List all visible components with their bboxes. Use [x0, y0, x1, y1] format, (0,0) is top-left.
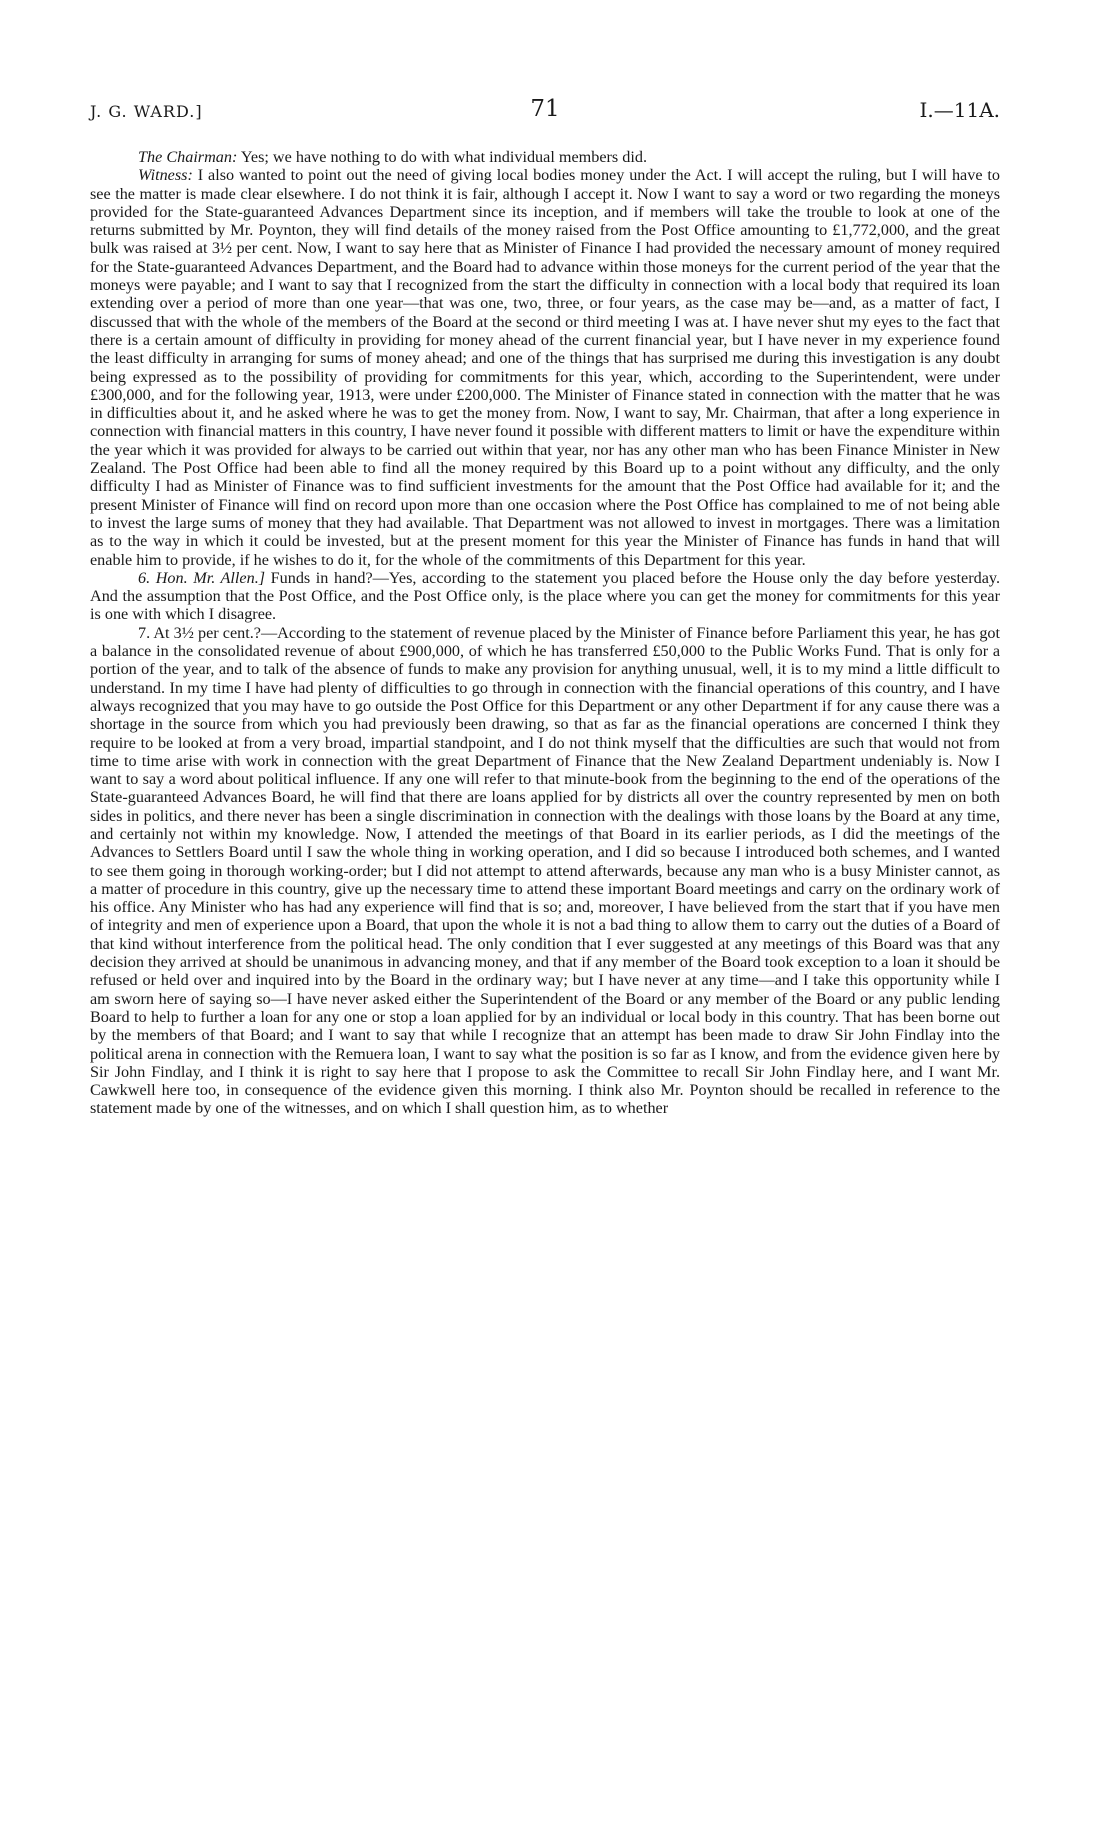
paragraph: [90, 148, 1000, 166]
paragraph-text: I also wanted to point out the need of giving local bodies money under the Act. I will accept the ruling, but I will have to see the matter is made clear elsewhere. I do not think it is fair, although I accept it. Now I want to say a word or two regarding the moneys provided for the State-guaranteed Advances Department since its inception, and if members will take the trouble to look at one of the returns submitted by Mr. Poynton, they will find details of the money raised from the Post Office amounting to £1,772,000, and the great bulk was raised at 3½ per cent. Now, I want to say here that as Minister of Finance I had provided the necessary amount of money required for the State-guaranteed Advances Department, and the Board had to advance within those moneys for the current period of the year that the moneys were payable; and I want to say that I recognized from the start the difficulty in connection with a local body that required its loan extending over a period of more than one year—that was one, two, three, or four years, as the case may be—and, as a matter of fact, I discussed that with the whole of the members of the Board at the second or third meeting I was at. I have never shut my eyes to the fact that there is a certain amount of difficulty in providing for money ahead of the current financial year, but I have never in my experience found the least difficulty in arranging for sums of money ahead; and one of the things that has surprised me during this investigation is any doubt being expressed as to the possibility of providing for commitments for this year, which, according to the Superintendent, were under £300,000, and for the following year, 1913, were under £200,000. The Minister of Finance stated in connection with the matter that he was in difficulties about it, and he asked where he was to get the money from. Now, I want to say, Mr. Chairman, that after a long experience in connection with financial matters in this country, I have never found it possible with different matters to limit or have the expenditure within the year which it was provided for always to be carried out within that year, nor has any other man who has been Finance Minister in New Zealand. The Post Office had been able to find all the money required by this Board up to a point without any difficulty, and the only difficulty I had as Minister of Finance was to find sufficient investments for the amount that the Post Office had available for it; and the present Minister of Finance will find on record upon more than one occasion where the Post Office has complained to me of not being able to invest the large sums of money that they had available. That Department was not allowed to invest in mortgages. There was a limitation as to the way in which it could be invested, but at the present moment for this year the Minister of Finance has funds in hand that will enable him to provide, if he wishes to do it, for the whole of the commitments of this Department for this year.: [90, 166, 1000, 569]
speaker-label: 6. Hon. Mr. Allen.]: [138, 568, 266, 587]
paragraph-text: 7. At 3½ per cent.?—According to the statement of revenue placed by the Minister of Finance before Parliament this year, he has got a balance in the consolidated revenue of about £900,000, of which he has transferred £50,000 to the Public Works Fund. That is only for a portion of the year, and to talk of the absence of funds to make any provision for anything unusual, well, it is to my mind a little difficult to understand. In my time I have had plenty of difficulties to go through in connection with the financial operations of this country, and I have always recognized that you may have to go outside the Post Office for this Department or any other Department if for any cause there was a shortage in the source from which you had previously been drawing, so that as far as the financial operations are concerned I think they require to be looked at from a very broad, impartial standpoint, and I do not think myself that the difficulties are such that would not from time to time arise with work in connection with the great Department of Finance that the New Zealand Department undeniably is. Now I want to say a word about political influence. If any one will refer to that minute-book from the beginning to the end of the operations of the State-guaranteed Advances Board, he will find that there are loans applied for by districts all over the country represented by men on both sides in politics, and there never has been a single discrimination in connection with the dealings with those loans by the Board at any time, and certainly not within my knowledge. Now, I attended the meetings of that Board in its earlier periods, as I did the meetings of the Advances to Settlers Board until I saw the whole thing in working operation, and I did so because I introduced both schemes, and I wanted to see them going in thorough working-order; but I did not attempt to attend afterwards, because any man who is a busy Minister cannot, as a matter of procedure in this country, give up the necessary time to attend these important Board meetings and carry on the ordinary work of his office. Any Minister who has had any experience will find that is so; and, moreover, I have believed from the start that if you have men of integrity and men of experience upon a Board, that upon the whole it is not a bad thing to allow them to carry out the duties of a Board of that kind without interference from the political head. The only condition that I ever suggested at any meetings of this Board was that any decision they arrived at should be unanimous in advancing money, and that if any member of the Board took exception to a loan it should be refused or held over and inquired into by the Board in the ordinary way; but I have never at any time—and I take this opportunity while I am sworn here of saying so—I have never asked either the Superintendent of the Board or any member of the Board or any public lending Board to help to further a loan for any one or stop a loan applied for by an individual or local body in this country. That has been borne out by the members of that Board; and I want to say that while I recognize that an attempt has been made to draw Sir John Findlay into the political arena in connection with the Remuera loan, I want to say what the position is so far as I know, and from the evidence given here by Sir John Findlay, and I think it is right to say here that I propose to ask the Committee to recall Sir John Findlay here, and I want Mr. Cawkwell here too, in consequence of the evidence given this morning. I think also Mr. Poynton should be recalled in reference to the statement made by one of the witnesses, and on which I shall question him, as to whether: [90, 623, 1000, 1118]
paragraph: [90, 624, 1000, 1118]
paragraph-text: Funds in hand?—Yes, according to the statement you placed before the House only the day before yesterday. And the assumption that the Post Office, and the Post Office only, is the place where you can get the money for commitments for this year is one with which I disagree.: [90, 568, 1000, 624]
speaker-label: Witness:: [138, 166, 193, 185]
paragraph-text: Yes; we have nothing to do with what individual members did.: [237, 148, 647, 166]
page-header: [90, 96, 1000, 124]
paragraph: [90, 166, 1000, 569]
header-witness-name: J. G. WARD.]: [90, 102, 203, 121]
body-text: [90, 148, 1000, 1118]
paper-reference: I.—11A.: [919, 98, 1000, 122]
paragraph: [90, 569, 1000, 624]
speaker-label: The Chairman:: [138, 148, 238, 166]
page-number: 71: [530, 96, 560, 122]
